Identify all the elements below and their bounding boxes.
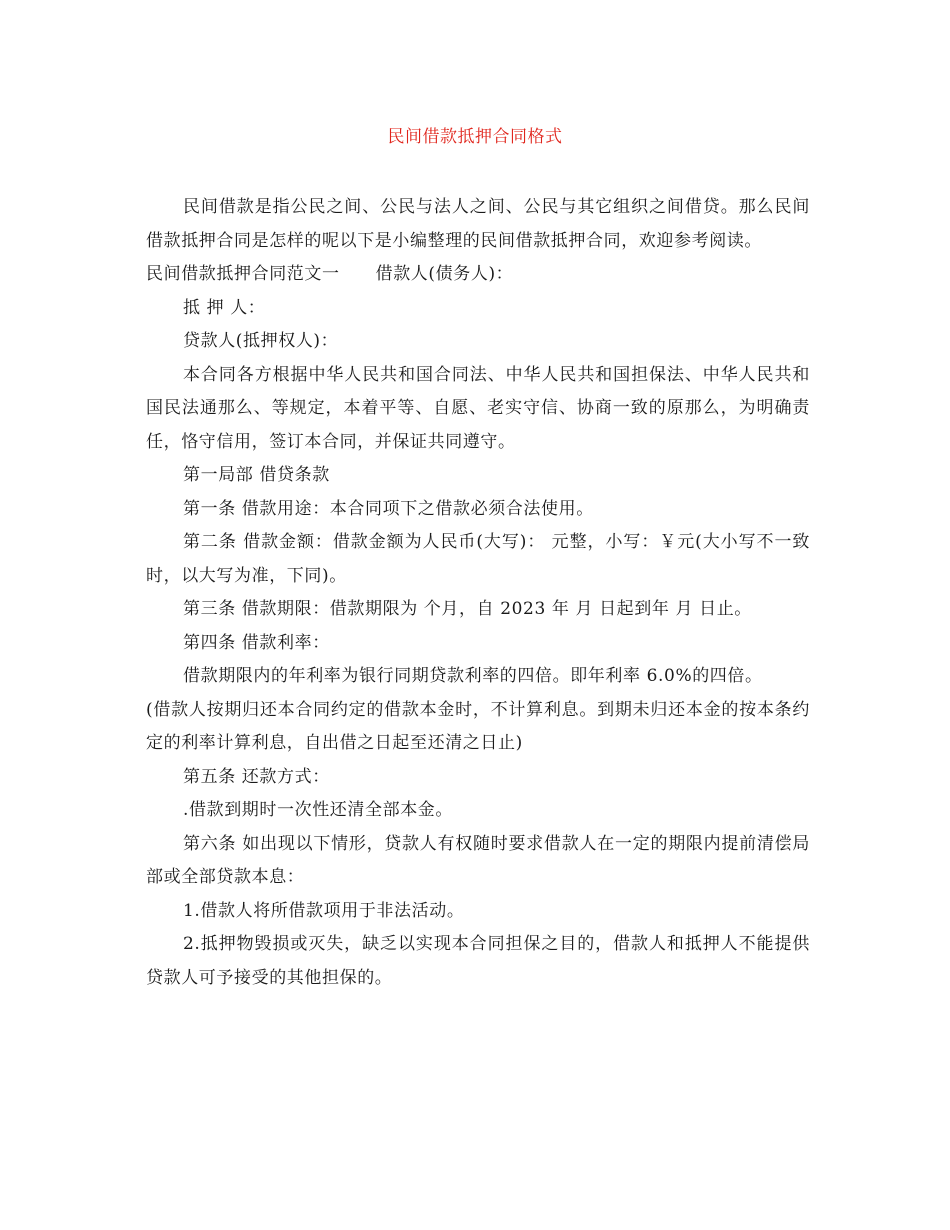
article-5: 第五条 还款方式：	[183, 766, 330, 787]
article-1: 第一条 借款用途：本合同项下之借款必须合法使用。	[183, 498, 594, 519]
sample-heading-line	[146, 258, 810, 292]
article-6-item-2: 2.抵押物毁损或灭失，缺乏以实现本合同担保之目的，借款人和抵押人不能提供贷款人可予接受的其他担保的。	[146, 934, 810, 988]
article-2: 第二条 借款金额：借款金额为人民币(大写)： 元整，小写：￥元(大小写不一致时，以大写为准，下同)。	[146, 532, 810, 586]
preamble-paragraph: 本合同各方根据中华人民共和国合同法、中华人民共和国担保法、中华人民共和国民法通那么、等规定，本着平等、自愿、老实守信、协商一致的原那么，为明确责任，恪守信用，签订本合同，并保证共同遵守。	[146, 364, 810, 452]
document-title: 民间借款抵押合同格式	[387, 127, 563, 147]
part-one-heading: 第一局部 借贷条款	[183, 465, 330, 485]
lender-label: 贷款人(抵押权人)：	[183, 331, 339, 351]
article-4-note: (借款人按期归还本合同约定的借款本金时，不计算利息。到期未归还本金的按本条约定的利率计算利息，自出借之日起至还清之日止)	[146, 699, 810, 753]
sample-heading: 民间借款抵押合同范文一	[146, 264, 340, 284]
document-body	[146, 191, 810, 995]
article-6-item-1: 1.借款人将所借款项用于非法活动。	[183, 900, 465, 921]
intro-paragraph: 民间借款是指公民之间、公民与法人之间、公民与其它组织之间借贷。那么民间借款抵押合同是怎样的呢以下是小编整理的民间借款抵押合同，欢迎参考阅读。	[146, 197, 810, 251]
article-4-rate: 借款期限内的年利率为银行同期贷款利率的四倍。即年利率 6.0%的四倍。	[183, 666, 763, 686]
article-4: 第四条 借款利率：	[183, 632, 330, 653]
article-6: 第六条 如出现以下情形，贷款人有权随时要求借款人在一定的期限内提前清偿局部或全部贷款本息：	[146, 833, 810, 887]
article-5-method: .借款到期时一次性还清全部本金。	[183, 800, 454, 820]
article-3: 第三条 借款期限：借款期限为 个月，自 2023 年 月 日起到年 月 日止。	[183, 599, 752, 619]
mortgagor-label: 抵 押 人：	[183, 297, 266, 318]
borrower-label: 借款人(债务人)：	[375, 264, 514, 284]
